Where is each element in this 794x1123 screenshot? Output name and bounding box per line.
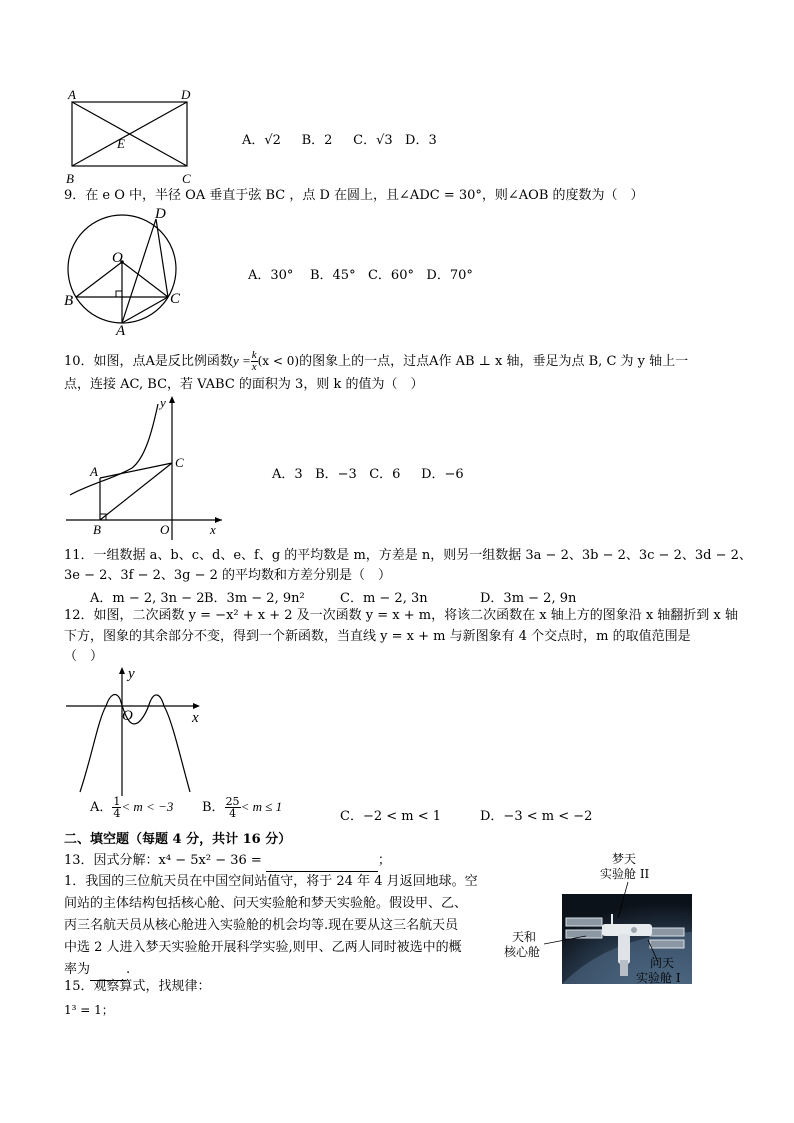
photo-label-mengtian-1: 梦天 [612, 852, 637, 866]
q10-line-1: 10．如图，点A是反比例函数y = $\frac{k}{x}$ (x < 0)的图象上的一点，过点A作 AB ⊥ x 轴，垂足为点 B, C 为 y 轴上一 [64, 349, 689, 373]
q9-label-b: B [64, 293, 74, 309]
q12-label-o: O [122, 708, 133, 724]
q11-option-c[interactable]: C．m − 2, 3n [340, 591, 428, 606]
q10-label-o: O [160, 522, 170, 537]
q12-option-c[interactable]: C．−2 < m < 1 [340, 809, 442, 824]
q8-option-c[interactable]: C．√3 [353, 133, 393, 148]
q12-parabola-figure [62, 664, 212, 798]
q14-line-2: 间站的主体结构包括核心舱、问天实验舱和梦天实验舱。假设甲、乙、 [64, 896, 468, 911]
q9-options [248, 264, 473, 283]
q12-label-x: x [192, 710, 199, 726]
q10-option-d[interactable]: D．−6 [421, 467, 464, 482]
q9-label-c: C [170, 291, 181, 307]
q13-answer-blank[interactable] [266, 851, 378, 872]
q10-options [272, 463, 464, 482]
q10-hyperbola-figure [60, 392, 235, 542]
q11-option-d[interactable]: D．3m − 2, 9n [480, 591, 577, 606]
q10-line-2: 点，连接 AC, BC，若 VABC 的面积为 3，则 k 的值为（ ） [64, 377, 424, 392]
photo-pointer-lines [500, 852, 710, 988]
q10-option-a[interactable]: A．3 [272, 467, 303, 482]
q8-option-a[interactable]: A．√2 [242, 133, 281, 148]
photo-label-wentian-2: 实验舱 I [636, 971, 681, 985]
q14-line-1: 1．我国的三位航天员在中国空间站值守，将于 24 年 4 月返回地球。空 [64, 874, 478, 889]
q13-question: 13．因式分解：x⁴ − 5x² − 36 = ； [64, 851, 391, 872]
q10-label-c: C [175, 455, 184, 470]
q15-formula: 1³ = 1； [64, 1003, 114, 1017]
q11-option-a[interactable]: A．m − 2, 3n − 2 [90, 591, 205, 606]
q9-option-b[interactable]: B．45° [309, 268, 356, 283]
q8-option-d[interactable]: D．3 [405, 133, 437, 148]
q12-option-a[interactable]: A． $\frac{1}{4}$ < m < −3 [90, 795, 174, 820]
q8-label-c: C [182, 171, 191, 186]
q9-label-o: O [112, 250, 123, 266]
q9-label-d: D [155, 206, 166, 222]
photo-label-tianhe-2: 核心舱 [504, 945, 541, 959]
q12-line-1: 12．如图，二次函数 y = −x² + x + 2 及一次函数 y = x + m，将该二次函数在 x 轴上方的图象沿 x 轴翻折到 x 轴 [64, 608, 738, 623]
space-station-photo-block [500, 852, 710, 988]
q11-line-1: 11．一组数据 a、b、c、d、e、f、g 的平均数是 m，方差是 n，则另一组数据 3a − 2、3b − 2、3c − 2、3d − 2、 [64, 548, 752, 563]
photo-label-mengtian-2: 实验舱 II [600, 867, 650, 881]
q8-label-b: B [66, 171, 74, 186]
q9-circle-figure [62, 202, 192, 338]
q10-option-c[interactable]: C．6 [369, 467, 401, 482]
section-2-heading: 二、填空题（每题 4 分，共计 16 分） [64, 832, 292, 847]
q14-line-3: 丙三名航天员从核心舱进入实验舱的机会均等.现在要从这三名航天员 [64, 918, 459, 933]
q8-label-a: A [68, 87, 76, 102]
q14-line-4: 中选 2 人进入梦天实验舱开展科学实验,则甲、乙两人同时被选中的概 [64, 940, 462, 955]
q8-label-d: D [181, 87, 191, 102]
photo-label-wentian-1: 问天 [650, 956, 675, 970]
q9-question-text: 9．在 e O 中，半径 OA 垂直于弦 BC ，点 D 在圆上，且∠ADC = 30°，则∠AOB 的度数为（ ） [64, 188, 644, 203]
q8-options [242, 129, 437, 148]
q8-label-e: E [117, 136, 125, 151]
q11-option-b[interactable]: B．3m − 2, 9n² [204, 591, 305, 606]
q12-label-y: y [128, 666, 135, 682]
q10-label-y: y [160, 395, 166, 410]
q9-option-d[interactable]: D．70° [426, 268, 473, 283]
q10-label-x: x [210, 522, 216, 537]
q12-line-3: （ ） [64, 649, 104, 664]
q11-line-2: 3e − 2、3f − 2、3g − 2 的平均数和方差分别是（ ） [64, 568, 392, 583]
q9-option-a[interactable]: A．30° [248, 268, 294, 283]
q10-label-b: B [93, 522, 101, 537]
q12-line-2: 下方，图象的其余部分不变，得到一个新函数，当直线 y = x + m 与新图象有 4 个交点时，m 的取值范围是 [64, 629, 691, 644]
q10-option-b[interactable]: B．−3 [315, 467, 357, 482]
q8-option-b[interactable]: B．2 [301, 133, 333, 148]
photo-label-tianhe-1: 天和 [512, 930, 537, 944]
q8-rectangle-figure [62, 86, 202, 186]
q10-fraction: $\frac{k}{x}$ [251, 349, 257, 373]
q15-question: 15．观察算式，找规律： [64, 979, 211, 994]
q9-option-c[interactable]: C．60° [367, 268, 414, 283]
q14-line-5: 率为 . [64, 960, 130, 981]
q9-label-a: A [116, 323, 126, 338]
q12-option-d[interactable]: D．−3 < m < −2 [480, 809, 593, 824]
q10-label-a: A [90, 464, 98, 479]
q12-option-b[interactable]: B． $\frac{25}{4}$ < m ≤ 1 [202, 795, 283, 820]
